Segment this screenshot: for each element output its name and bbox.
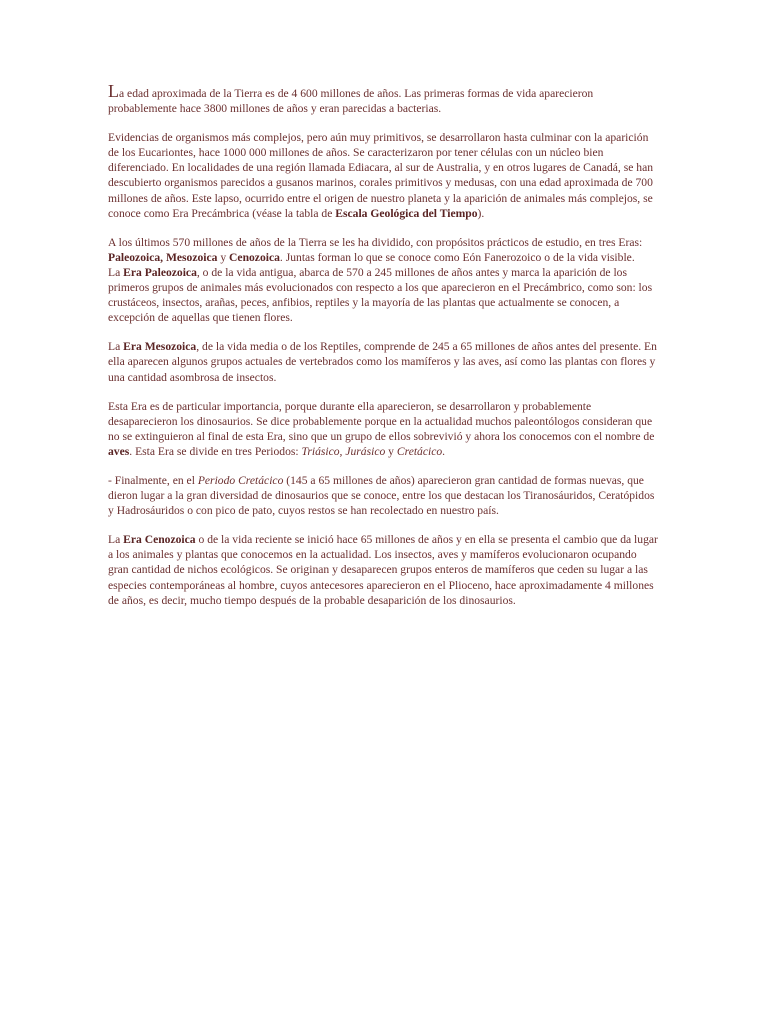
text-run: La xyxy=(108,340,124,354)
text-run: (145 a 65 millones de años) aparecieron gran cantidad de formas nuevas, que dieron lugar a la gran diversidad de dinosaurios que se conoce, entre los que destacan los Tiranosáuridos, Ceratópidos y Hadrosáuridos o con pico de pato, cuyos restos se han recolectado en nuestro país. xyxy=(108,473,655,518)
paragraph xyxy=(108,473,660,518)
bold-term: Era Mesozoica xyxy=(123,340,197,354)
text-run: y xyxy=(217,250,230,264)
text-run: Esta Era es de particular importancia, porque durante ella aparecieron, se desarrollaron y probablemente desaparecieron los dinosaurios. Se dice probablemente porque en la actualidad muchos paleontólogos consideran que no se extinguieron al final de esta Era, sino que un grupo de ellos sobrevivió y ahora los conocemos con el nombre de xyxy=(108,399,655,443)
text-run: La xyxy=(108,265,124,279)
text-run: ). xyxy=(477,206,485,220)
document-body xyxy=(108,81,660,622)
italic-term: Triásico, Jurásico xyxy=(301,444,386,458)
text-run: . Esta Era se divide en tres Periodos: xyxy=(129,444,302,458)
text-run: Evidencias de organismos más complejos, pero aún muy primitivos, se desarrollaron hasta culminar con la aparición de los Eucariontes, hace 1000 000 millones de años. Se caracterizaron por tener células con un núcleo bien diferenciado. En localidades de una región llamada Ediacara, al sur de Australia, y en otros lugares de Canadá, se han descubierto organismos parecidos a gusanos marinos, corales primitivos y medusas, con una edad aproximada de 700 millones de años. Este lapso, ocurrido entre el origen de nuestro planeta y la aparición de animales más complejos, se conoce como Era Precámbrica (véase la tabla de xyxy=(108,131,654,220)
drop-cap: L xyxy=(108,81,119,101)
paragraph xyxy=(108,130,660,221)
bold-term: Escala Geológica del Tiempo xyxy=(335,206,478,220)
text-run: - Finalmente, en el xyxy=(108,473,198,487)
paragraph xyxy=(108,399,660,459)
italic-term: Periodo Cretácico xyxy=(197,473,284,487)
bold-term: Cenozoica xyxy=(229,250,280,264)
bold-term: aves xyxy=(108,444,130,458)
paragraph xyxy=(108,265,660,325)
paragraph xyxy=(108,532,660,607)
text-run: y xyxy=(385,444,397,458)
text-run: . xyxy=(442,444,446,458)
text-run: A los últimos 570 millones de años de la Tierra se les ha dividido, con propósitos prácticos de estudio, en tres Eras: xyxy=(108,235,643,249)
text-run: La xyxy=(108,533,124,547)
bold-term: Era Cenozoica xyxy=(123,533,196,547)
text-run: . Juntas forman lo que se conoce como Eón Fanerozoico o de la vida visible. xyxy=(279,250,635,264)
bold-term: Paleozoica, Mesozoica xyxy=(108,250,218,264)
text-run: , o de la vida antigua, abarca de 570 a 245 millones de años antes y marca la aparición de los primeros grupos de animales más evolucionados con respecto a los que aparecieron en el Precámbrico, como son: los crustáceos, insectos, arañas, peces, anfibios, reptiles y la mayoría de las plantas que actualmente se conocen, a excepción de aquellas que tienen flores. xyxy=(108,265,653,325)
paragraph xyxy=(108,339,660,384)
paragraph xyxy=(108,81,660,116)
bold-term: Era Paleozoica xyxy=(123,265,197,279)
italic-term: Cretácico xyxy=(396,444,443,458)
text-run: , de la vida media o de los Reptiles, comprende de 245 a 65 millones de años antes del presente. En ella aparecen algunos grupos actuales de vertebrados como los mamíferos y las aves, así como las plantas con flores y una cantidad asombrosa de insectos. xyxy=(108,340,657,384)
paragraph xyxy=(108,235,660,265)
text-run: o de la vida reciente se inició hace 65 millones de años y en ella se presenta el cambio que da lugar a los animales y plantas que conocemos en la actualidad. Los insectos, aves y mamíferos evolucionaron ocupando gran cantidad de nichos ecológicos. Se originan y desaparecen grupos enteros de mamíferos que ceden su lugar a las especies contemporáneas al hombre, cuyos antecesores aparecieron en el Plioceno, hace aproximadamente 4 millones de años, es decir, mucho tiempo después de la probable desaparición de los dinosaurios. xyxy=(108,533,658,607)
text-run: a edad aproximada de la Tierra es de 4 600 millones de años. Las primeras formas de vida aparecieron probablemente hace 3800 millones de años y eran parecidas a bacterias. xyxy=(108,87,594,116)
